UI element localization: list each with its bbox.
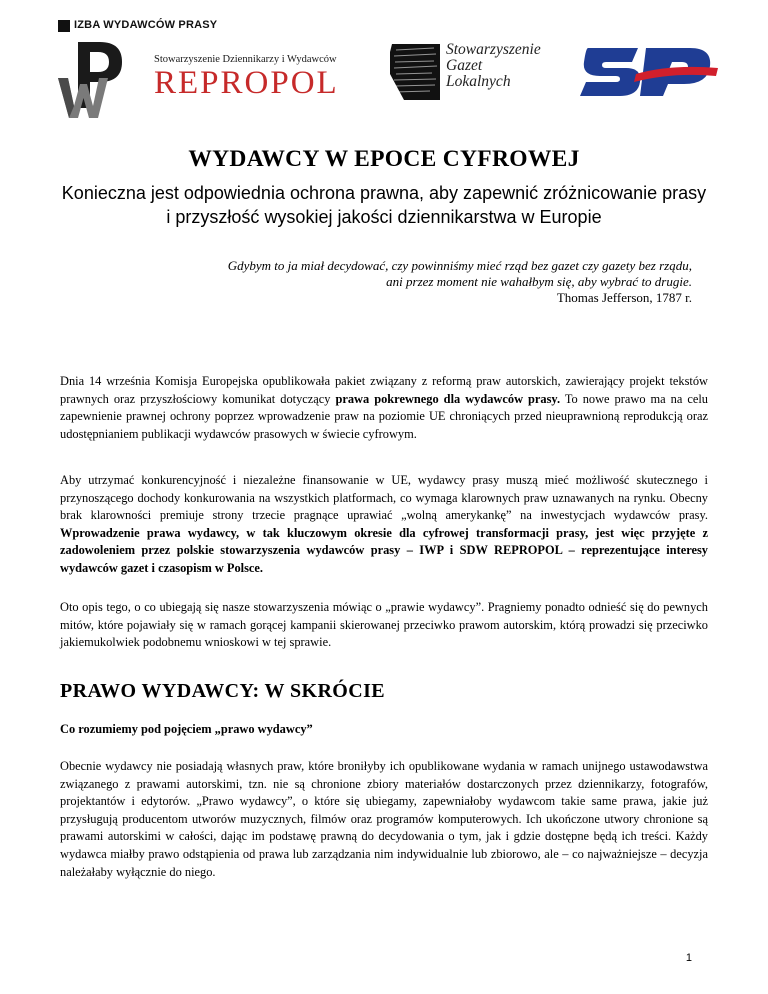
paragraph-4: Obecnie wydawcy nie posiadają własnych praw, które broniłyby ich opublikowane wydania w ramach unijnego ustawodawstwa związanego z prawami autorskimi, tzn. nie są chronione zbiory materiałów dostarczonych przez dziennikarzy, fotografów, projektantów i edytorów. „Prawo wydawcy”, o które się ubiegamy, zapewniałoby wydawcom takie same prawa, jakie już przysługują producentom utworów muzycznych, filmów oraz programów komputerowych. Ich ukończone utwory chronione są prawami autorskimi w całości, dając im podstawę prawną do decydowania o tym, jak i gdzie dostępne będą ich treści. Każdy wydawca miałby prawo odstąpienia od prawa lub zarządzania nim indywidualnie lub zbiorowo, ale – co najważniejsze – decyzja należałaby wyłącznie do niego. xyxy=(60,759,708,879)
paragraph-1-bold: prawa pokrewnego dla wydawców prasy. xyxy=(335,391,561,406)
paragraph-1-text-a: Dnia 14 września Komisja Europejska opublikowała pakiet związany z reformą praw autorskich, zawierający projekt tekstów prawnych oraz przyszłościowy komunikat dotyczący xyxy=(60,374,708,406)
quote-block xyxy=(228,258,692,306)
paragraph-2 xyxy=(60,472,708,578)
paragraph-2-bold: Wprowadzenie prawa wydawcy, w tak kluczowym okresie dla cyfrowej transformacji prasy, jest więc przyjęte z zadowoleniem przez polskie stowarzyszenia wydawców prasy – IWP i SDW REPROPOL – reprezentujące interesy wydawców gazet i czasopism w Polsce. xyxy=(60,525,708,575)
iwp-square-icon xyxy=(58,20,70,32)
iwp-name: IZBA WYDAWCÓW PRASY xyxy=(74,19,218,31)
subheading: Co rozumiemy pod pojęciem „prawo wydawcy” xyxy=(60,722,313,736)
page-subtitle: Konieczna jest odpowiednia ochrona prawna, aby zapewnić zróżnicowanie prasy i przyszłość wysokiej jakości dziennikarstwa w Europie xyxy=(61,183,707,227)
sgl-name xyxy=(446,42,541,90)
repropol-name: REPROPOL xyxy=(154,65,339,101)
sgl-line-3: Lokalnych xyxy=(446,73,511,90)
section-heading: PRAWO WYDAWCY: W SKRÓCIE xyxy=(60,680,386,702)
page-number: 1 xyxy=(685,952,692,964)
paragraph-1-text-c: To nowe prawo ma na celu zapewnienie prawnej ochrony poprzez wprowadzenie praw na poziomie UE chroniących przed nieuprawnioną reprodukcją oraz udostępnianiem publikacji wydawców prasowych w świecie cyfrowym. xyxy=(60,391,708,441)
logo-header xyxy=(0,0,768,120)
quote-line-2: ani przez moment nie wahałbym się, aby wybrać to drugie. xyxy=(386,274,692,289)
repropol-logo xyxy=(154,54,374,100)
sgl-line-1: Stowarzyszenie xyxy=(446,41,541,58)
sgl-line-2: Gazet xyxy=(446,57,483,74)
iwp-logo xyxy=(56,19,218,100)
page-title: WYDAWCY W EPOCE CYFROWEJ xyxy=(188,146,580,172)
iwp-wp-mark-icon xyxy=(56,38,126,120)
quote-line-1: Gdybym to ja miał decydować, czy powinniśmy mieć rząd bez gazet czy gazety bez rządu, xyxy=(227,258,692,273)
newspaper-collage-icon xyxy=(390,44,440,100)
paragraph-2-text-a: Aby utrzymać konkurencyjność i niezależne finansowanie w UE, wydawcy prasy muszą mieć możliwość skutecznego i przynoszącego dochody konkurowania na wszystkich platformach, co wymaga klarownych praw uznawanych na rynku. Obecny brak klarowności premiuje strony trzecie pragnące uprawiać „wolną amerykankę” na inwestycjach wydawców prasy. xyxy=(60,473,708,523)
paragraph-3: Oto opis tego, o co ubiegają się nasze stowarzyszenia mówiąc o „prawie wydawcy”. Pragniemy ponadto odnieść się do pewnych mitów, które pojawiały się w ramach gorącej kampanii skierowanej przeciwko prawom autorskim, którą prowadzi się przeciwko jakiemukolwiek podobnemu wnioskowi w tej sprawie. xyxy=(60,600,708,650)
repropol-subtitle: Stowarzyszenie Dziennikarzy i Wydawców xyxy=(154,54,337,65)
sp-logo-icon xyxy=(580,42,720,102)
quote-author: Thomas Jefferson, 1787 r. xyxy=(556,290,692,305)
paragraph-1 xyxy=(60,373,708,443)
